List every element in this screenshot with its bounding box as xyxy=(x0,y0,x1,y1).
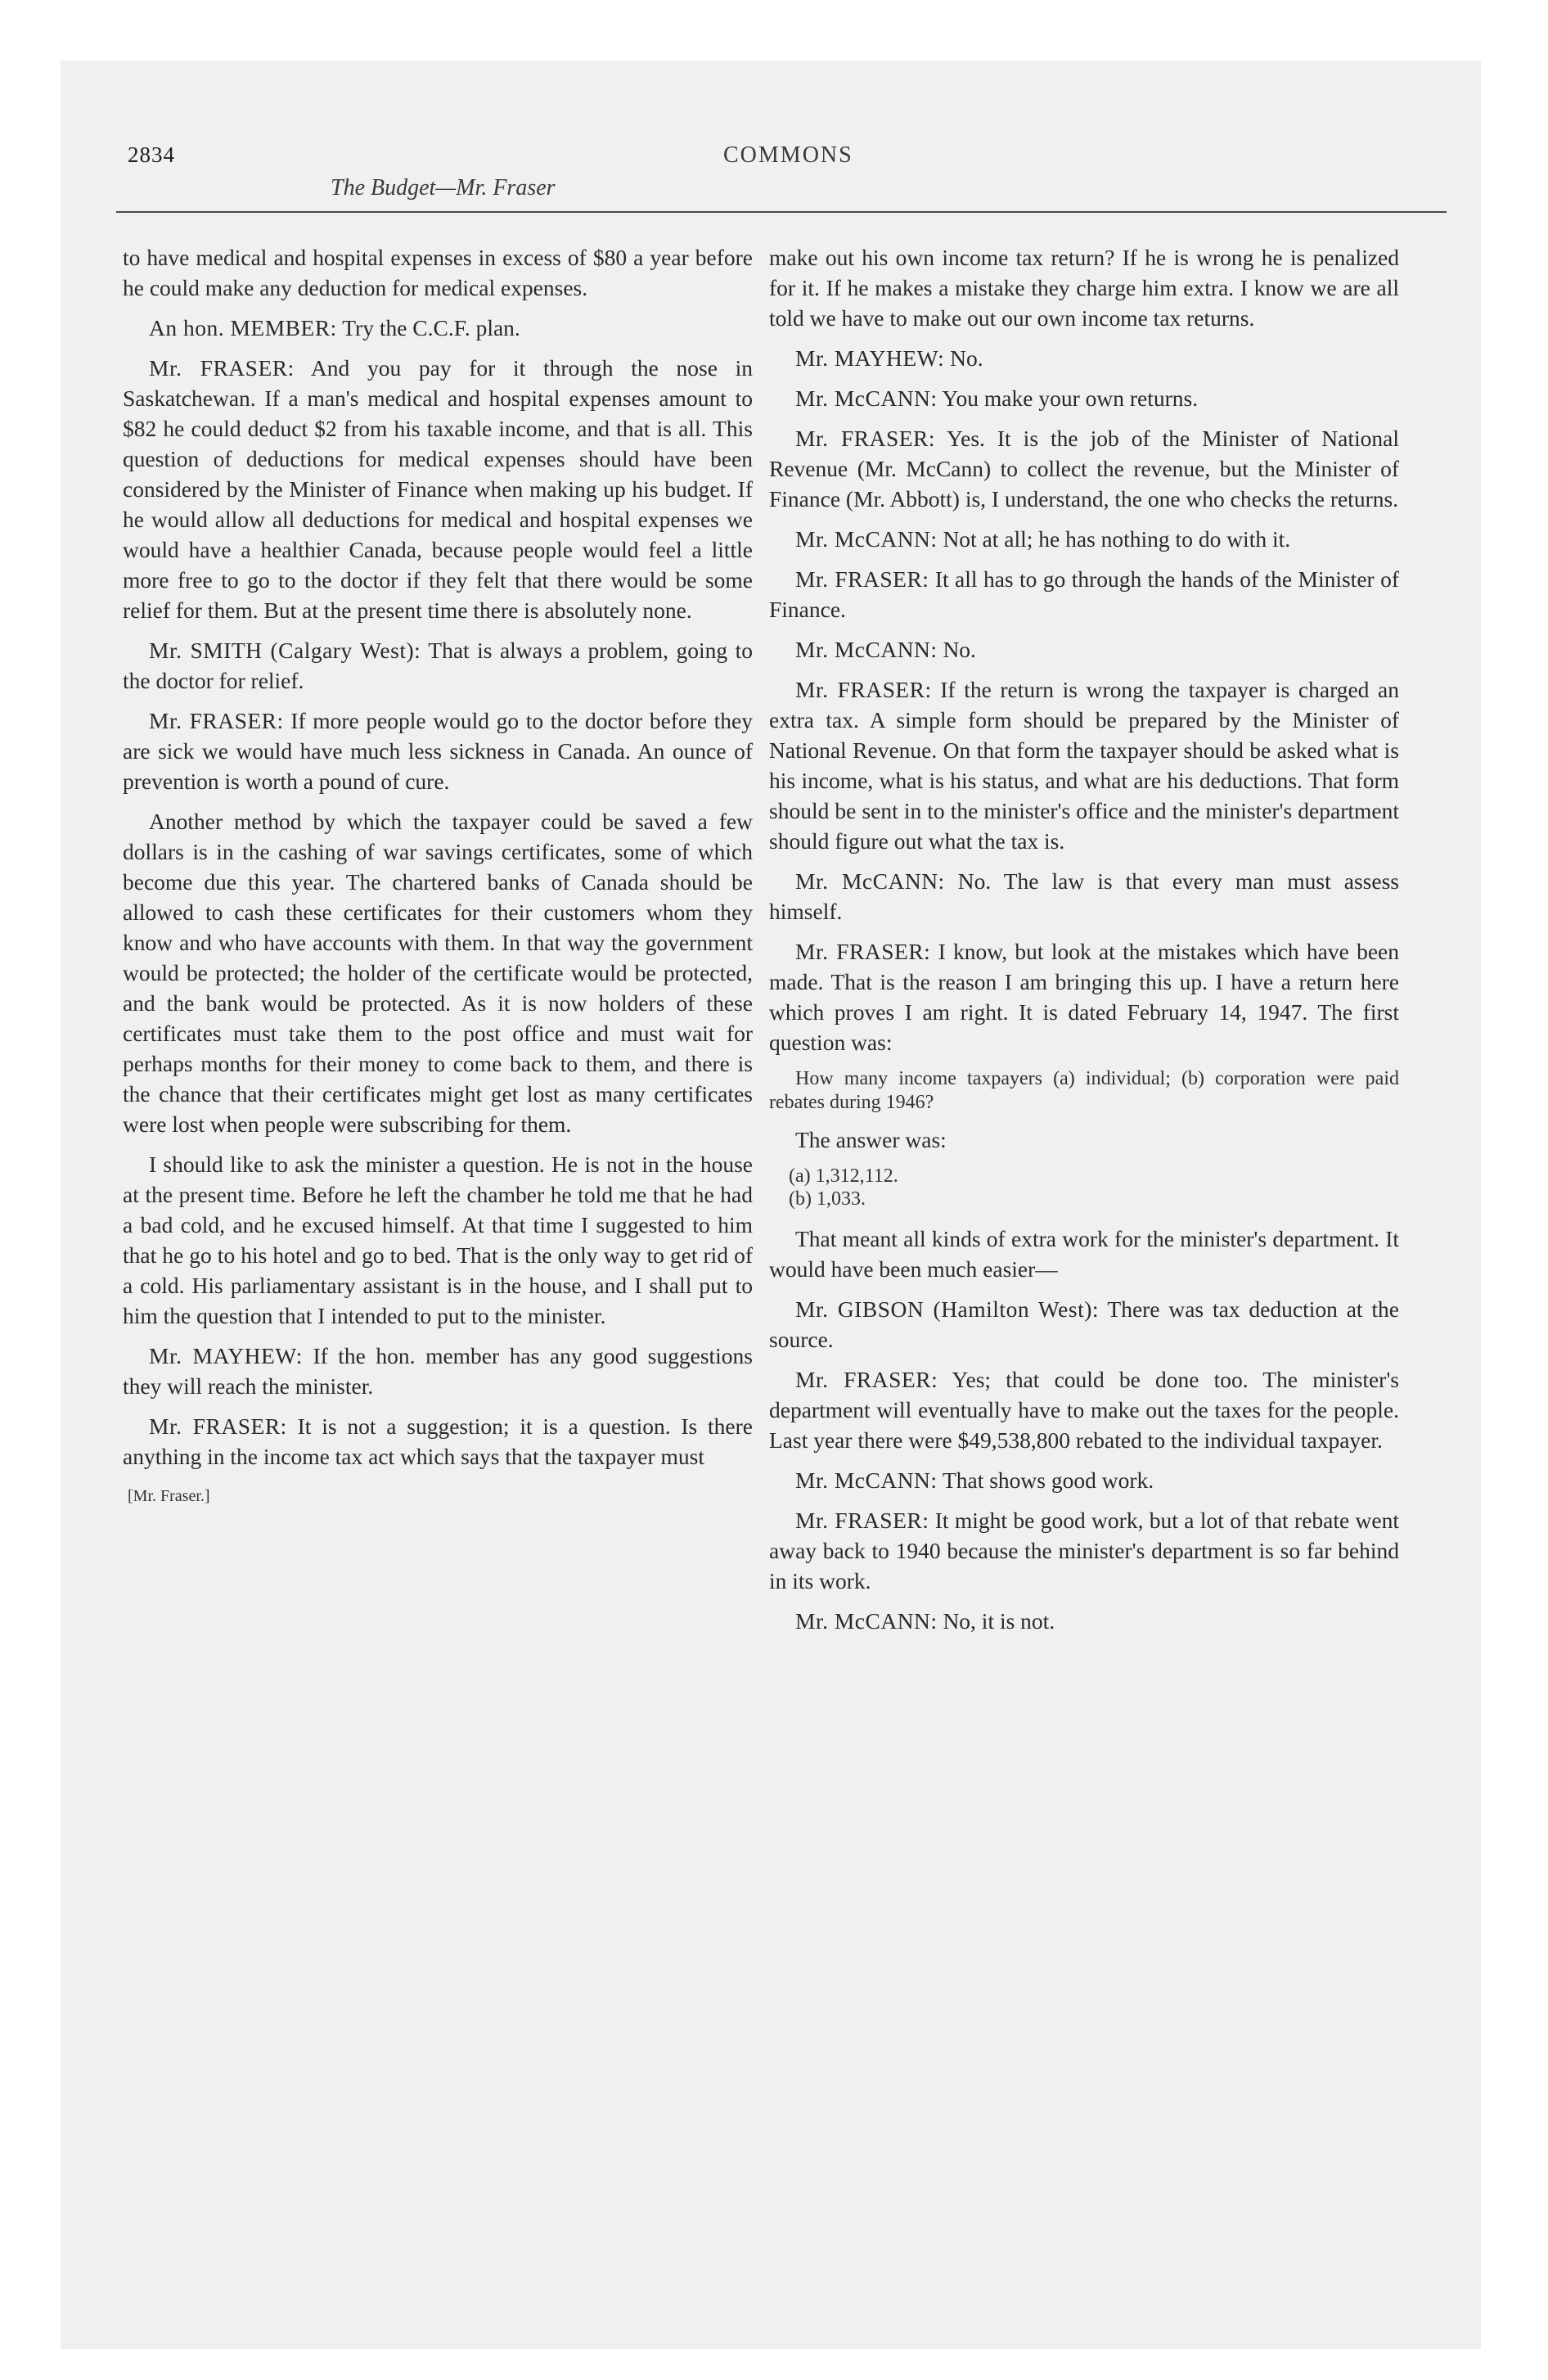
page-number: 2834 xyxy=(128,142,175,167)
paragraph-text: There was tax deduction at the source. xyxy=(769,1296,1399,1352)
paragraph-text: Not at all; he has nothing to do with it. xyxy=(943,526,1291,552)
speaker-name: Mr. McCANN: xyxy=(795,385,938,411)
paragraph xyxy=(123,705,753,796)
paragraph xyxy=(769,564,1399,624)
paragraph xyxy=(769,634,1399,665)
paragraph xyxy=(769,1224,1399,1284)
speaker-name: Mr. FRASER: xyxy=(795,426,936,451)
paragraph-text: No. The law is that every man must assess himself. xyxy=(769,868,1399,924)
paragraph xyxy=(769,242,1399,333)
paragraph xyxy=(769,936,1399,1057)
paragraph xyxy=(769,1505,1399,1596)
answer-intro: The answer was: xyxy=(795,1127,947,1152)
paragraph-text: That meant all kinds of extra work for the minister's department. It would have been much easier— xyxy=(769,1226,1399,1282)
paragraph-text: No. xyxy=(943,637,976,662)
speaker-name: Mr. McCANN: xyxy=(795,1467,938,1493)
paragraph xyxy=(769,423,1399,514)
paragraph-text: It all has to go through the hands of the Minister of Finance. xyxy=(769,566,1399,622)
paragraph xyxy=(769,383,1399,413)
paragraph xyxy=(769,1294,1399,1355)
paragraph xyxy=(769,866,1399,926)
speaker-name: Mr. McCANN: xyxy=(795,526,938,552)
quoted-question: How many income taxpayers (a) individual; (b) corporation were paid rebates during 1946? xyxy=(769,1068,1399,1113)
speaker-name: Mr. McCANN: xyxy=(795,1608,938,1634)
right-column-paragraphs-top xyxy=(769,242,1399,1057)
speaker-name: Mr. FRASER: xyxy=(149,355,295,381)
paragraph-text: It might be good work, but a lot of that rebate went away back to 1940 because the minister's department is so far behind in its work. xyxy=(769,1508,1400,1593)
speaker-name: Mr. FRASER: xyxy=(795,566,929,592)
speaker-name: Mr. McCANN: xyxy=(795,868,945,894)
paragraph-text: No. xyxy=(950,345,983,371)
paragraph-text: I should like to ask the minister a question. He is not in the house at the present time. Before he left the chamber he told me that he had a bad cold, and he excused himself. At that time I suggested to him that he go to his hotel and go to bed. That is the only way to get rid of a cold. His parliamentary assistant is in the house, and I shall put to him the question that I intended to put to the minister. xyxy=(123,1152,753,1328)
right-column-paragraphs-bottom xyxy=(769,1224,1399,1636)
paragraph-text: It is not a suggestion; it is a question. Is there anything in the income tax act which says that the taxpayer must xyxy=(123,1413,753,1469)
paragraph-text: Yes; that could be done too. The minister's department will eventually have to make out the taxes for the people. Last year there were $49,538,800 rebated to the individual taxpayer. xyxy=(769,1367,1399,1453)
speaker-name: Mr. MAYHEW: xyxy=(795,345,945,371)
paragraph-text: And you pay for it through the nose in Saskatchewan. If a man's medical and hospital expenses amount to $82 he could deduct $2 from his taxable income, and that is all. This question of deductions for medical expenses should have been considered by the Minister of Finance when making up his budget. If he would allow all deductions for medical and hospital expenses we would have a healthier Canada, because people would feel a little more free to go to the doctor if they felt that there would be some relief for them. But at the present time there is absolutely none. xyxy=(123,355,753,623)
paragraph-text: I know, but look at the mistakes which have been made. That is the reason I am bringing this up. I have a return here which proves I am right. It is dated February 14, 1947. The first question was: xyxy=(769,939,1399,1055)
paragraph xyxy=(123,353,753,625)
paragraph xyxy=(123,635,753,696)
answer-item: (a) 1,312,112. xyxy=(789,1165,898,1187)
page-sheet xyxy=(61,61,1481,2349)
right-column xyxy=(769,242,1399,1646)
paragraph-text: If more people would go to the doctor before they are sick we would have much less sickness in Canada. An ounce of prevention is worth a pound of cure. xyxy=(123,708,754,794)
speaker-name: Mr. FRASER: xyxy=(149,708,284,733)
speaker-name: Mr. GIBSON (Hamilton West): xyxy=(795,1296,1100,1322)
paragraph-text: If the hon. member has any good suggestions they will reach the minister. xyxy=(123,1343,754,1399)
paragraph-text: That is always a problem, going to the doctor for relief. xyxy=(123,638,753,693)
paragraph xyxy=(123,242,753,303)
speaker-name: Mr. MAYHEW: xyxy=(149,1343,303,1368)
paragraph-text: make out his own income tax return? If he is wrong he is penalized for it. If he makes a mistake they charge him extra. I know we are all told we have to make out our own income tax returns. xyxy=(769,245,1399,331)
speaker-name: Mr. FRASER: xyxy=(795,939,931,964)
speaker-name: Mr. FRASER: xyxy=(795,677,932,702)
paragraph xyxy=(123,1341,753,1401)
paragraph xyxy=(769,343,1399,373)
paragraph xyxy=(123,313,753,343)
running-head: The Budget—Mr. Fraser xyxy=(331,175,556,201)
paragraph xyxy=(769,1465,1399,1495)
paragraph-text: to have medical and hospital expenses in excess of $80 a year before he could make any deduction for medical expenses. xyxy=(123,245,753,300)
paragraph xyxy=(769,674,1399,856)
speaker-name: Mr. McCANN: xyxy=(795,637,938,662)
section-title: COMMONS xyxy=(723,142,853,168)
paragraph-text: You make your own returns. xyxy=(942,385,1199,411)
paragraph-text: Yes. It is the job of the Minister of National Revenue (Mr. McCann) to collect the revenue, but the Minister of Finance (Mr. Abbott) is, I understand, the one who checks the returns. xyxy=(769,426,1399,512)
paragraph-text: No, it is not. xyxy=(943,1608,1055,1634)
paragraph-text: If the return is wrong the taxpayer is charged an extra tax. A simple form should be prepared by the Minister of National Revenue. On that form the taxpayer should be asked what is his income, what is his status, and what are his deductions. That form should be sent in to the minister's office and the minister's department should figure out what the tax is. xyxy=(769,677,1399,854)
paragraph xyxy=(769,524,1399,554)
header-rule xyxy=(116,211,1447,213)
paragraph xyxy=(123,806,753,1139)
paragraph-text: Another method by which the taxpayer could be saved a few dollars is in the cashing of war savings certificates, some of which become due this year. The chartered banks of Canada should be allowed to cash these certificates for their customers whom they know and who have accounts with them. In that way the government would be protected; the holder of the certificate would be protected, and the bank would be protected. As it is now holders of these certificates must take them to the post office and must wait for perhaps months for their money to come back to them, and there is the chance that their certificates might get lost as many certificates were lost when people were subscribing for them. xyxy=(123,809,753,1137)
paragraph-text: That shows good work. xyxy=(942,1467,1154,1493)
speaker-name: Mr. FRASER: xyxy=(795,1367,938,1392)
speaker-name: Mr. FRASER: xyxy=(795,1508,929,1533)
paragraph xyxy=(769,1606,1399,1636)
paragraph xyxy=(123,1411,753,1472)
speaker-name: An hon. MEMBER: xyxy=(149,315,337,340)
paragraph xyxy=(123,1149,753,1331)
paragraph-text: Try the C.C.F. plan. xyxy=(342,315,520,340)
paragraph xyxy=(769,1364,1399,1455)
answer-item: (b) 1,033. xyxy=(789,1188,866,1210)
footer-note: [Mr. Fraser.] xyxy=(128,1487,210,1505)
left-column-paragraphs xyxy=(123,242,753,1472)
speaker-name: Mr. SMITH (Calgary West): xyxy=(149,638,421,663)
left-column xyxy=(123,242,753,1512)
answer-list xyxy=(769,1165,1399,1210)
speaker-name: Mr. FRASER: xyxy=(149,1413,287,1439)
